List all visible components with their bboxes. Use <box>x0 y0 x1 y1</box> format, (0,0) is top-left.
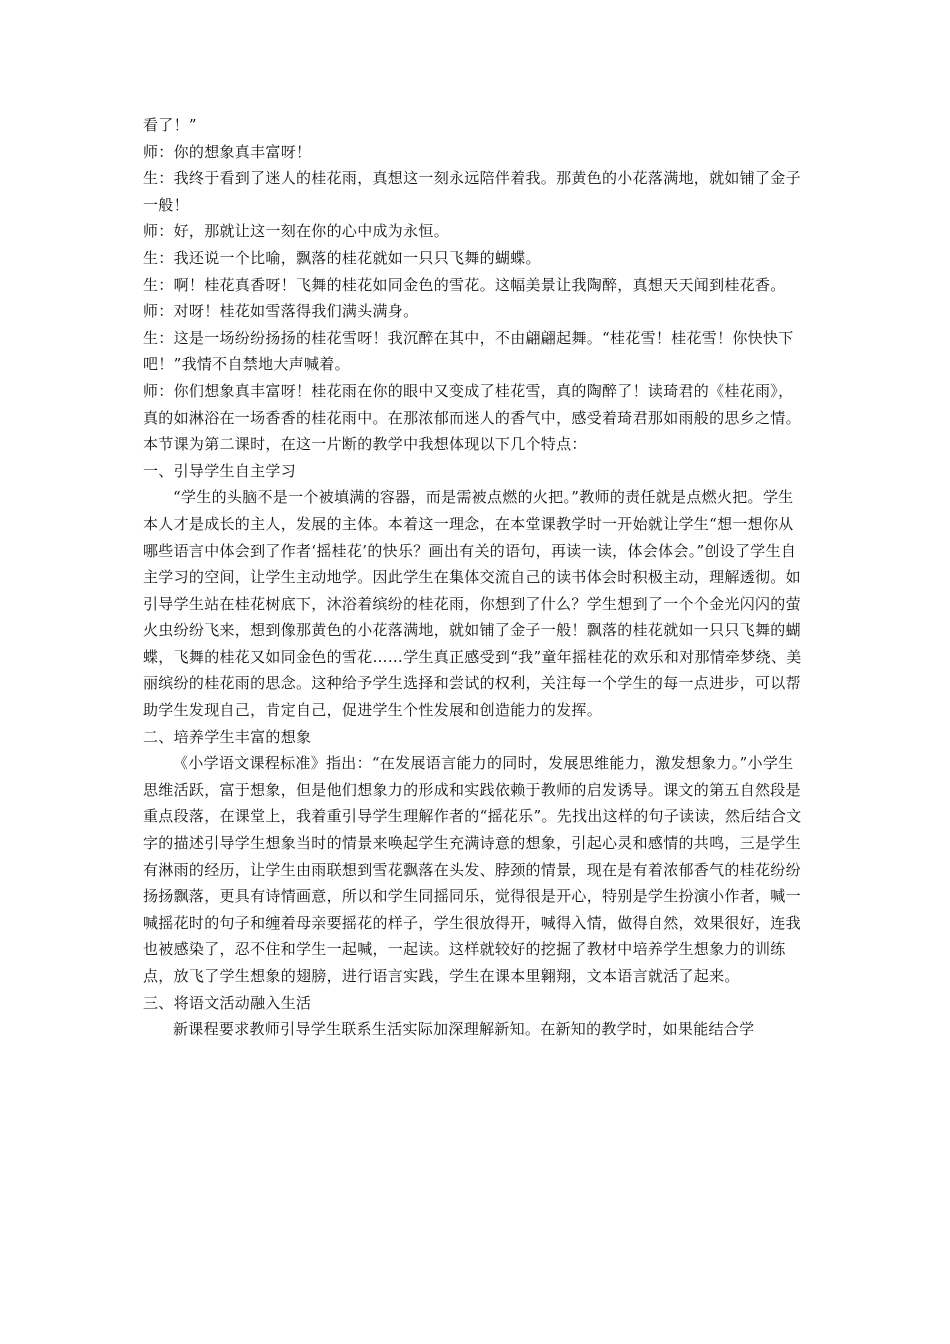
dialogue-line: 师：好，那就让这一刻在你的心中成为永恒。 <box>143 222 450 241</box>
dialogue-line: 生：啊！桂花真香呀！飞舞的桂花如同金色的雪花。这幅美景让我陶醉，真想天天闻到桂花香。 <box>143 275 786 294</box>
section-heading: 三、将语文活动融入生活 <box>143 993 312 1012</box>
dialogue-line: 生：我还说一个比喻，飘落的桂花就如一只只飞舞的蝴蝶。 <box>143 248 541 267</box>
dialogue-line: 师：对呀！桂花如雪落得我们满头满身。 <box>143 302 419 321</box>
section-heading: 二、培养学生丰富的想象 <box>143 727 312 746</box>
document-page <box>143 112 808 1043</box>
intro-paragraph: 本节课为第二课时，在这一片断的教学中我想体现以下几个特点： <box>143 435 587 454</box>
section-body: 《小学语文课程标准》指出：“在发展语言能力的同时，发展思维能力，激发想象力。”小学生思维活跃，富于想象，但是他们想象力的形成和实践依赖于教师的启发诱导。课文的第五自然段是重点段落，在课堂上，我着重引导学生理解作者的“摇花乐”。先找出这样的句子读读，然后结合文字的描述引导学生想象当时的情景来唤起学生充满诗意的想象，引起心灵和感情的共鸣，三是学生有淋雨的经历，让学生由雨联想到雪花飘落在头发、脖颈的情景，现在是有着浓郁香气的桂花纷纷扬扬飘落，更具有诗情画意，所以和学生同摇同乐，觉得很是开心，特别是学生扮演小作者，喊一喊摇花时的句子和缠着母亲要摇花的样子，学生很放得开，喊得入情，做得自然，效果很好，连我也被感染了，忍不住和学生一起喊，一起读。这样就较好的挖掘了教材中培养学生想象力的训练点，放飞了学生想象的翅膀，进行语言实践，学生在课本里翱翔，文本语言就活了起来。 <box>143 754 802 985</box>
dialogue-line: 师：你的想象真丰富呀！ <box>143 142 312 161</box>
dialogue-line: 看了！” <box>143 116 197 134</box>
section-heading: 一、引导学生自主学习 <box>143 461 297 480</box>
section-body: “学生的头脑不是一个被填满的容器，而是需被点燃的火把。”教师的责任就是点燃火把。学生本人才是成长的主人，发展的主体。本着这一理念，在本堂课教学时一开始就让学生“想一想你从哪些语言中体会到了作者‘摇桂花’的快乐？画出有关的语句，再读一读，体会体会。”创设了学生自主学习的空间，让学生主动地学。因此学生在集体交流自己的读书体会时积极主动，理解透彻。如引导学生站在桂花树底下，沐浴着缤纷的桂花雨，你想到了什么？学生想到了一个个金光闪闪的萤火虫纷纷飞来，想到像那黄色的小花落满地，就如铺了金子一般！飘落的桂花就如一只只飞舞的蝴蝶，飞舞的桂花又如同金色的雪花……学生真正感受到“我”童年摇桂花的欢乐和对那情牵梦绕、美丽缤纷的桂花雨的思念。这种给予学生选择和尝试的权利，关注每一个学生的每一点进步，可以帮助学生发现自己，肯定自己，促进学生个性发展和创造能力的发挥。 <box>143 488 802 720</box>
section-body: 新课程要求教师引导学生联系生活实际加深理解新知。在新知的教学时，如果能结合学 <box>173 1020 755 1039</box>
dialogue-line: 生：我终于看到了迷人的桂花雨，真想这一刻永远陪伴着我。那黄色的小花落满地，就如铺了金子一般！ <box>143 169 801 214</box>
dialogue-line: 师：你们想象真丰富呀！桂花雨在你的眼中又变成了桂花雪，真的陶醉了！读琦君的《桂花雨》，真的如淋浴在一场香香的桂花雨中。在那浓郁而迷人的香气中，感受着琦君那如雨般的思乡之情。 <box>143 381 801 427</box>
dialogue-line: 生：这是一场纷纷扬扬的桂花雪呀！我沉醉在其中，不由翩翩起舞。“桂花雪！桂花雪！你快快下吧！”我情不自禁地大声喊着。 <box>143 328 794 374</box>
